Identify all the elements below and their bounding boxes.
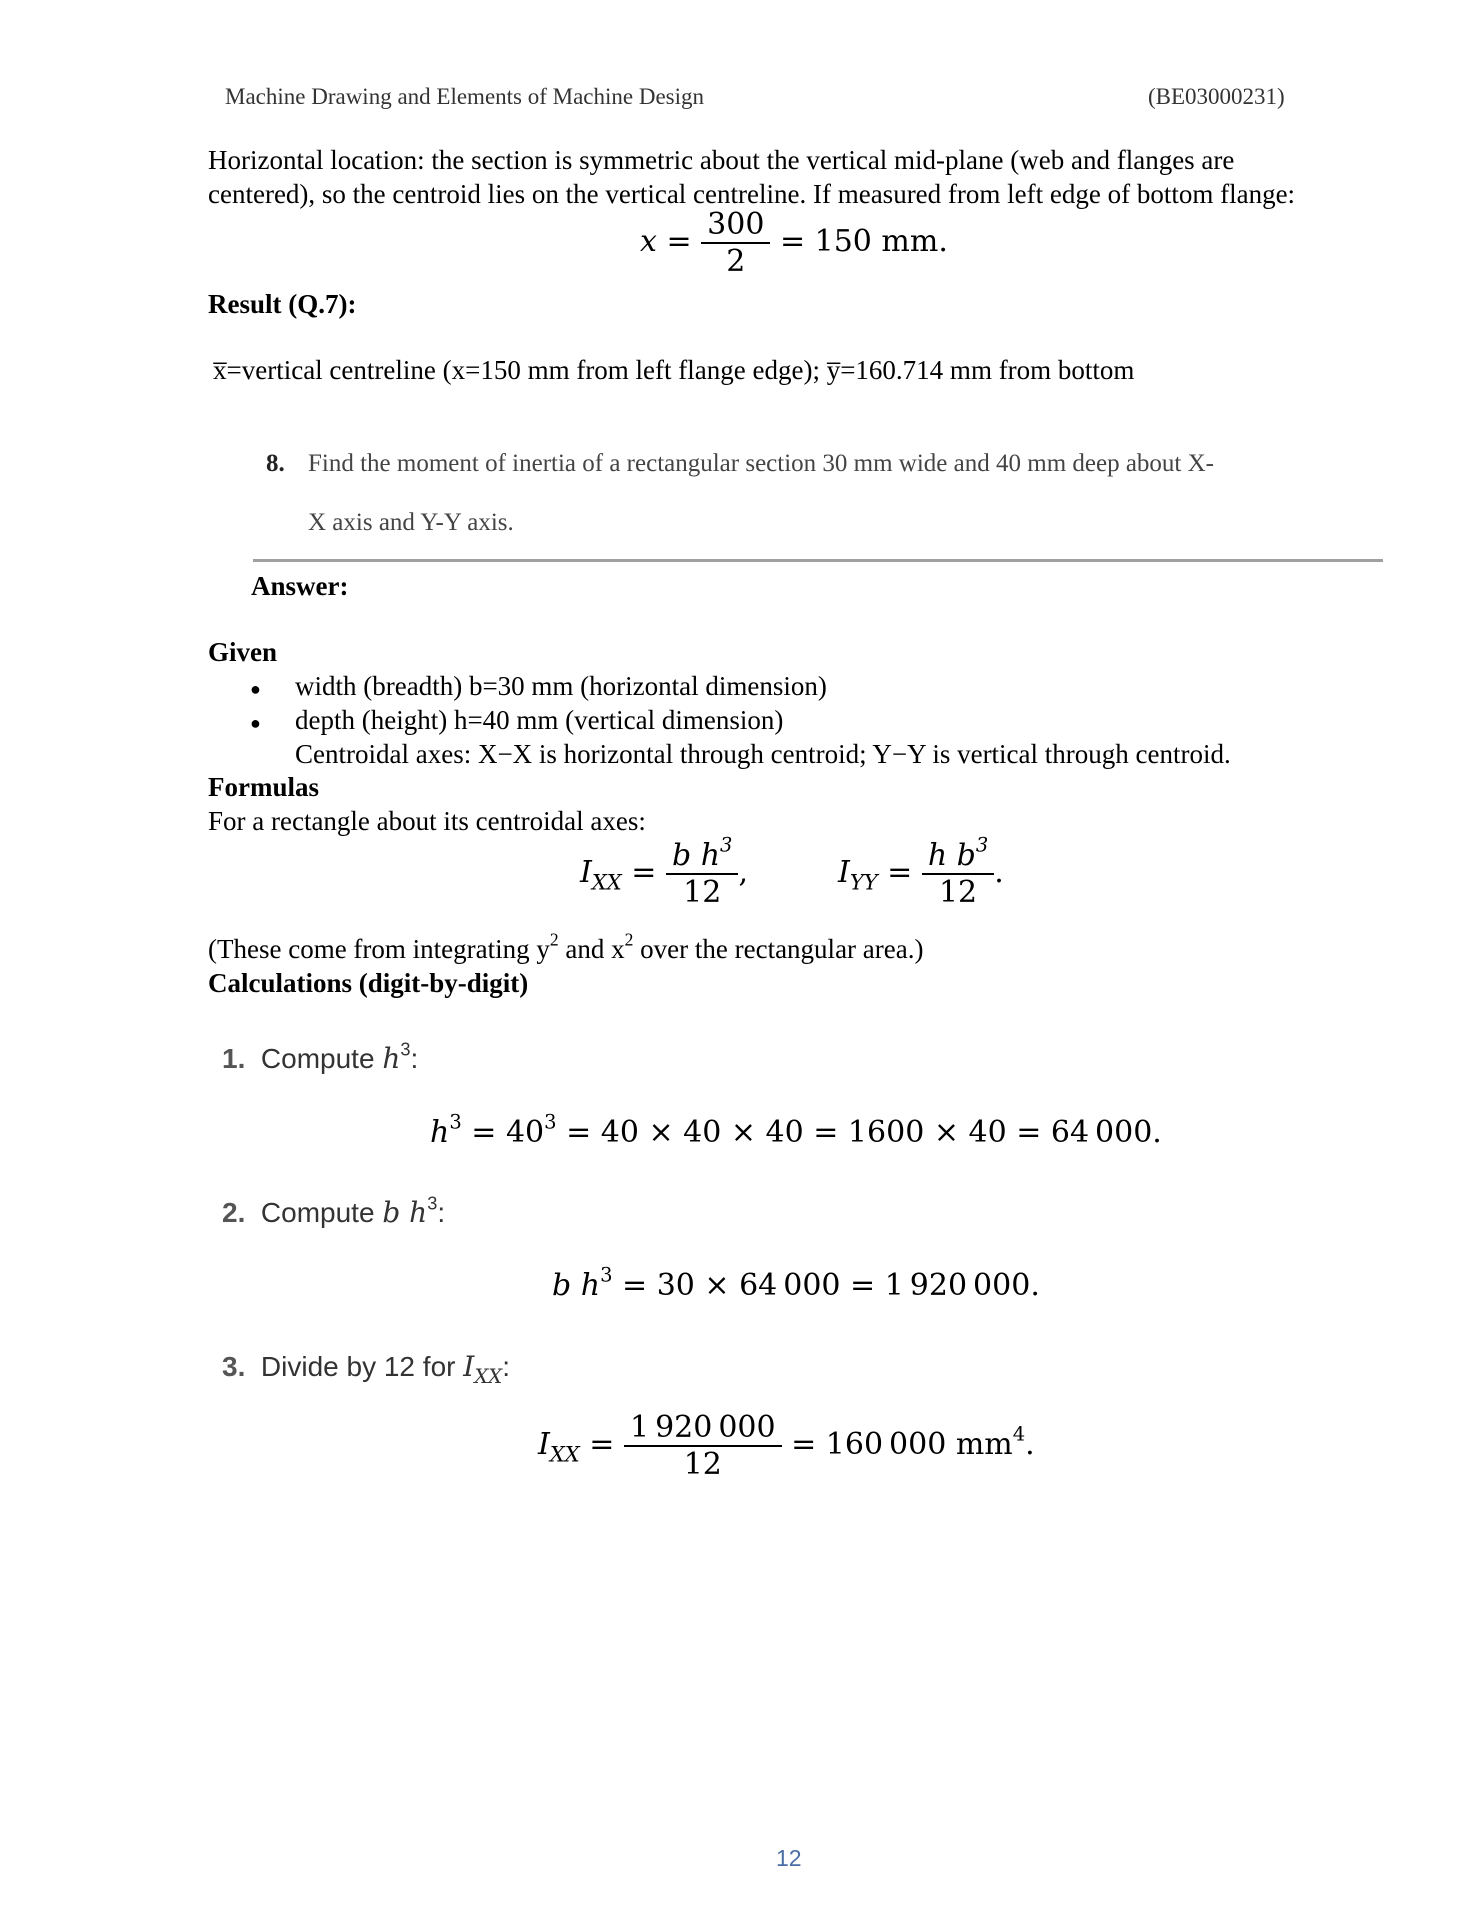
eq-x-rhs: = 150 mm.	[779, 224, 948, 259]
iyy-numerator: h b	[927, 838, 976, 873]
formulas-note: (These come from integrating $y^2$ and $x^2$ over the rectangular area.)	[208, 929, 924, 964]
step-3-numerator: 1 920 000	[629, 1410, 776, 1445]
question-divider	[253, 559, 1383, 562]
formula-ixx: $I_{XX}$ = $\frac{b h^3}{12}$ ,	[580, 833, 749, 910]
step-2-label: 2. Compute b $h^3$:	[222, 1193, 446, 1229]
step-3-label: 3. Divide by 12 for $I_{XX}$:	[222, 1350, 510, 1388]
calculations-heading: Calculations (digit-by-digit)	[208, 968, 529, 998]
step-3-equation: $I_{XX}$ = $\frac{1 920 000}{12}$ = 160 000 $mm^4$.	[538, 1410, 1035, 1482]
given-heading: Given	[208, 637, 278, 667]
eq-x-denominator: 2	[701, 242, 770, 279]
given-item-2: depth (height) h=40 mm (vertical dimension)	[295, 705, 784, 735]
page-number: 12	[776, 1845, 802, 1871]
question-line-1: Find the moment of inertia of a rectangular section 30 mm wide and 40 mm deep about X-	[308, 450, 1215, 477]
eq-x-fraction	[701, 207, 770, 279]
eq-x-lhs: x =	[640, 224, 692, 259]
answer-label: Answer:	[251, 571, 349, 601]
ixx-denominator: 12	[666, 873, 738, 910]
given-bullet-1-dot: ●	[250, 679, 261, 699]
step-2-equation: b $h^3 = 30 \times 64$ 000 = 1 920 000.	[552, 1263, 1040, 1303]
step-3-rhs: = 160 000 mm	[791, 1427, 1013, 1462]
formulas-heading: Formulas	[208, 772, 319, 802]
result-heading: Result (Q.7):	[208, 289, 357, 319]
given-note: Centroidal axes: X−X is horizontal through centroid; Y−Y is vertical through centroid.	[295, 739, 1231, 769]
equation-x-centroid	[640, 207, 948, 279]
intro-line-2: centered), so the centroid lies on the vertical centreline. If measured from left edge of bottom flange:	[208, 179, 1296, 209]
running-header-title: Machine Drawing and Elements of Machine Design	[225, 84, 705, 109]
question-number: 8.	[266, 450, 285, 477]
given-bullet-2-dot: ●	[250, 713, 261, 733]
step-1-equation: $h^3 = 40^3 = 40 \times 40 \times 40 = 1600 \times 40 = 64$ 000.	[430, 1110, 1162, 1150]
formula-iyy: $I_{YY}$ = $\frac{h b^3}{12}$ .	[838, 833, 1004, 910]
eq-x-numerator: 300	[707, 207, 765, 242]
step-3-fraction	[624, 1410, 782, 1482]
ixx-fraction: $\frac{b h^3}{12}$	[666, 838, 738, 910]
iyy-fraction: $\frac{h b^3}{12}$	[922, 838, 994, 910]
iyy-denominator: 12	[922, 873, 994, 910]
ixx-numerator: b h	[671, 838, 721, 873]
given-item-1: width (breadth) b=30 mm (horizontal dimension)	[295, 671, 827, 701]
formulas-intro: For a rectangle about its centroidal axes:	[208, 806, 646, 836]
step-3-denominator: 12	[624, 1445, 782, 1482]
step-2-rhs: = 30 × 64 000 = 1 920 000.	[622, 1268, 1040, 1303]
step-1-label: 1. Compute $h^3$:	[222, 1039, 419, 1075]
step-1-rhs: = 40 × 40 × 40 = 1600 × 40 = 64 000.	[566, 1115, 1162, 1150]
question-line-2: X axis and Y-Y axis.	[308, 509, 514, 536]
result-text: x̅=vertical centreline (x=150 mm from left flange edge); y̅=160.714 mm from bottom	[213, 355, 1135, 385]
intro-line-1: Horizontal location: the section is symmetric about the vertical mid-plane (web and flanges are	[208, 145, 1235, 175]
running-header-code: (BE03000231)	[1148, 84, 1285, 109]
